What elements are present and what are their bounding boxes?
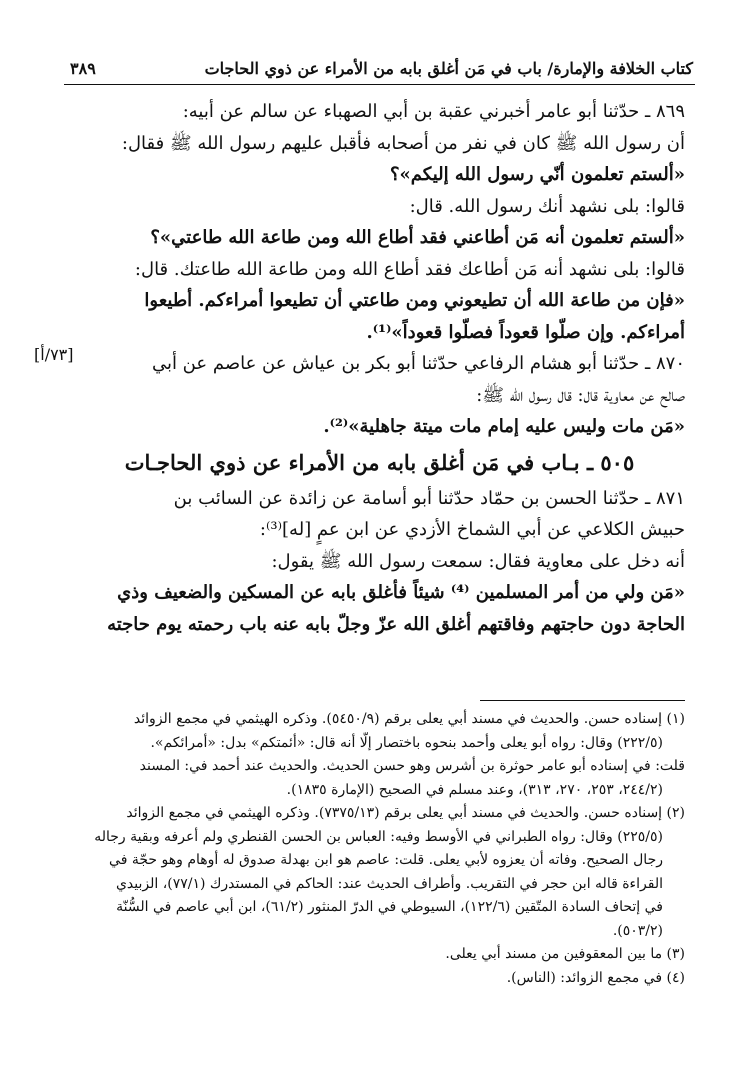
main-text [74,96,685,640]
text-line: ٨٧٠ ـ حدّثنا أبو هشام الرفاعي حدّثنا أبو بكر بن عياش عن عاصم عن أبي [151,353,685,374]
hadith-block-2 [74,483,685,641]
text-line: «ألستم تعلمون أنّي رسول الله إليكم»؟ [389,164,685,185]
footnote-line: (٥٠٣/٢). [612,922,663,939]
footnote-line: (١) إسناده حسن. والحديث في مسند أبي يعلى برقم (٥٤٥٠/٩). وذكره الهيثمي في مجمع الزوائد [133,711,685,727]
hadith-block-1 [74,96,685,443]
footnote-line: قلت: في إسناده أبو عامر حوثرة بن أشرس وهو حسن الحديث. والحديث عند أحمد في: المسند [139,758,685,774]
footnote-line: (٢٤٤/٢، ٢٥٣، ٢٧٠، ٣١٣)، وعند مسلم في الصحيح (الإمارة ١٨٣٥). [286,781,663,798]
text-line: صالح عن معاوية قال: قال رسول الله ﷺ: [476,384,685,406]
footnote-line: في إتحاف السادة المتّقين (١٢٢/٦)، السيوطي في الدرّ المنثور (٦١/٢)، ابن أبي عاصم في السُّنّة [116,899,663,915]
text-line: الحاجة دون حاجتهم وفاقتهم أغلق الله عزّ وجلّ بابه عنه باب رحمته يوم حاجته [107,613,685,635]
footnote-divider [480,700,685,701]
text-line: حبيش الكلاعي عن أبي الشماخ الأزدي عن ابن عمٍ [له]⁽³⁾: [259,519,685,540]
page-number: ٣٨٩ [70,58,96,78]
margin-reference: [٧٣/أ] [34,345,74,364]
footnote-line: (٢٢٢/٥) وقال: رواه أبو يعلى وأحمد بنحوه باختصار إلّا أنه قال: «أئمتكم» بدل: «أمرائكم». [150,734,663,751]
text-line: أن رسول الله ﷺ كان في نفر من أصحابه فأقبل عليهم رسول الله ﷺ فقال: [121,132,685,154]
footnote-line: (٣) ما بين المعقوفين من مسند أبي يعلى. [445,946,685,962]
text-line: «مَن مات وليس عليه إمام مات ميتة جاهلية»⁽²⁾. [323,416,685,437]
text-line: «ألستم تعلمون أنه مَن أطاعني فقد أطاع الله ومن طاعة الله طاعتي»؟ [150,227,685,248]
page-header [70,54,693,82]
footnote-line: رجال الصحيح. وفاته أن يعزوه لأبي يعلى. قلت: عاصم هو ابن بهدلة صدوق له أوهام وهو حجّة في [109,852,663,868]
text-line: «فإن من طاعة الله أن تطيعوني ومن طاعتي أن تطيعوا أمراءكم. أطيعوا [144,290,685,311]
text-line: قالوا: بلى نشهد أنه مَن أطاعك فقد أطاع الله ومن طاعة الله طاعتك. قال: [134,258,685,280]
footnote-line: (٤) في مجمع الزوائد: (الناس). [506,969,685,986]
footnotes [70,708,685,990]
chapter-heading: ٥٠٥ ـ بـاب في مَن أغلق بابه من الأمراء عن ذوي الحاجـات [124,449,635,475]
text-line: ٨٧١ ـ حدّثنا الحسن بن حمّاد حدّثنا أبو أسامة عن زائدة عن السائب بن [173,487,685,509]
text-line: أنه دخل على معاوية فقال: سمعت رسول الله ﷺ يقول: [271,550,685,572]
footnote-line: (٢) إسناده حسن. والحديث في مسند أبي يعلى برقم (٧٣٧٥/١٣). وذكره الهيثمي في مجمع الزوائد [126,805,685,821]
running-title: كتاب الخلافة والإمارة/ باب في مَن أغلق بابه من الأمراء عن ذوي الحاجات [204,58,693,78]
text-line: أمراءكم. وإن صلّوا قعوداً فصلّوا قعوداً»⁽¹⁾. [366,321,685,343]
text-line: ٨٦٩ ـ حدّثنا أبو عامر أخبرني عقبة بن أبي الصهباء عن سالم عن أبيه: [182,101,685,122]
footnote-line: (٢٢٥/٥) وقال: رواه الطبراني في الأوسط وفيه: العباس بن الحسن القنطري ولم أعرفه وبقية رجاله [94,828,663,845]
text-line: قالوا: بلى نشهد أنك رسول الله. قال: [409,195,685,217]
text-line: «مَن ولي من أمر المسلمين ⁽⁴⁾ شيئاً فأغلق بابه عن المسكين والضعيف وذي [117,582,685,603]
footnote-line: القراءة قاله ابن حجر في التقريب. وأطراف الحديث عند: الحاكم في المستدرك (٧٧/١)، الزبيدي [115,875,663,892]
header-divider [64,84,695,85]
